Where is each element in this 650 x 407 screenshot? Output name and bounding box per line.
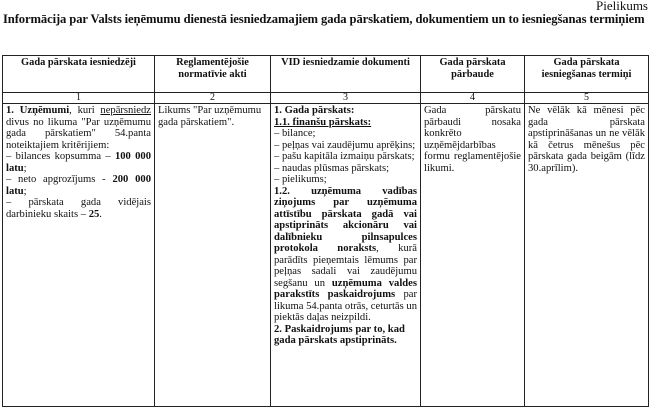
- criterion-balance: – bilances kopsumma – 100 000 latu;: [6, 151, 151, 174]
- number-row: [3, 93, 649, 104]
- header-submitters: Gada pārskata iesniedzēji: [3, 56, 155, 93]
- doc-item: – pašu kapitāla izmaiņu pārskats;: [274, 151, 415, 162]
- doc-item: – pielikums;: [274, 174, 327, 185]
- column-number: 5: [525, 93, 649, 104]
- annex-label: Pielikums: [595, 0, 648, 13]
- column-number: 3: [271, 93, 421, 104]
- doc-item: – peļņas vai zaudējumu aprēķins;: [274, 139, 416, 151]
- header-regulations: Reglamentējošie normatīvie akti: [155, 56, 271, 93]
- header-deadlines: Gada pārskata iesniegšanas termiņi: [525, 56, 649, 93]
- item-text: divus no likuma "Par uzņēmumu gada pārskatiem" 54.panta noteiktajiem kritērijiem:: [6, 116, 151, 151]
- header-review: Gada pārskata pārbaude: [421, 56, 525, 93]
- doc-item: – bilance;: [274, 128, 316, 139]
- doc-financial-statement: 1.1. finanšu pārskats:: [274, 116, 372, 128]
- regulations-text: Likums "Par uzņēmumu gada pārskatiem".: [158, 105, 262, 128]
- header-documents: VID iesniedzamie dokumenti: [271, 56, 421, 93]
- doc-item: – naudas plūsmas pārskats;: [274, 162, 390, 174]
- submitters-cell: [3, 104, 155, 407]
- criterion-employees: – pārskata gada vidējais darbinieku skaits – 25.: [6, 197, 151, 220]
- info-table: [2, 55, 649, 407]
- review-cell: [421, 104, 525, 407]
- documents-cell: [271, 104, 421, 407]
- item-text: , kuri: [69, 105, 101, 116]
- column-number: 1: [3, 93, 155, 104]
- item-label: Uzņēmumi: [19, 105, 70, 116]
- deadlines-cell: [525, 104, 649, 407]
- deadlines-text: Ne vēlāk kā mēnesi pēc gada pārskata apstiprināšanas un ne vēlāk kā četrus mēnešus pēc pārskata gada beigām (līdz 30.aprīlim).: [528, 105, 645, 174]
- review-text: Gada pārskatu pārbaudi nosaka konkrēto uzņēmējdarbības formu reglamentējošie likumi.: [424, 105, 521, 174]
- regulations-cell: [155, 104, 271, 407]
- page-title: Informācija par Valsts ieņēmumu dienestā iesniedzamajiem gada pārskatiem, dokumentiem un to iesniegšanas termiņiem: [3, 12, 645, 26]
- column-number: 2: [155, 93, 271, 104]
- header-row: [3, 56, 649, 93]
- item-underlined: nepārsniedz: [100, 105, 151, 116]
- table-row: [3, 104, 649, 407]
- item-number: 1.: [6, 105, 14, 116]
- doc-explanation: 2. Paskaidrojums par to, kad gada pārskats apstiprināts.: [274, 323, 405, 346]
- criterion-turnover: – neto apgrozījums - 200 000 latu;: [6, 174, 151, 197]
- column-number: 4: [421, 93, 525, 104]
- doc-management-report: 1.2. uzņēmuma vadības ziņojums par uzņēmuma attīstību pārskata gadā vai apstiprināts akcionāru vai dalībnieku pilnsapulces protokola noraksts, kurā parādīts pieņemtais lēmums par peļņas sadali vai zaudējumu segšanu un uzņēmuma valdes parakstīts paskaidrojums par likuma 54.panta otrās, ceturtās un piektās daļas neizpildi.: [274, 185, 417, 323]
- doc-annual-report: 1. Gada pārskats:: [274, 105, 355, 116]
